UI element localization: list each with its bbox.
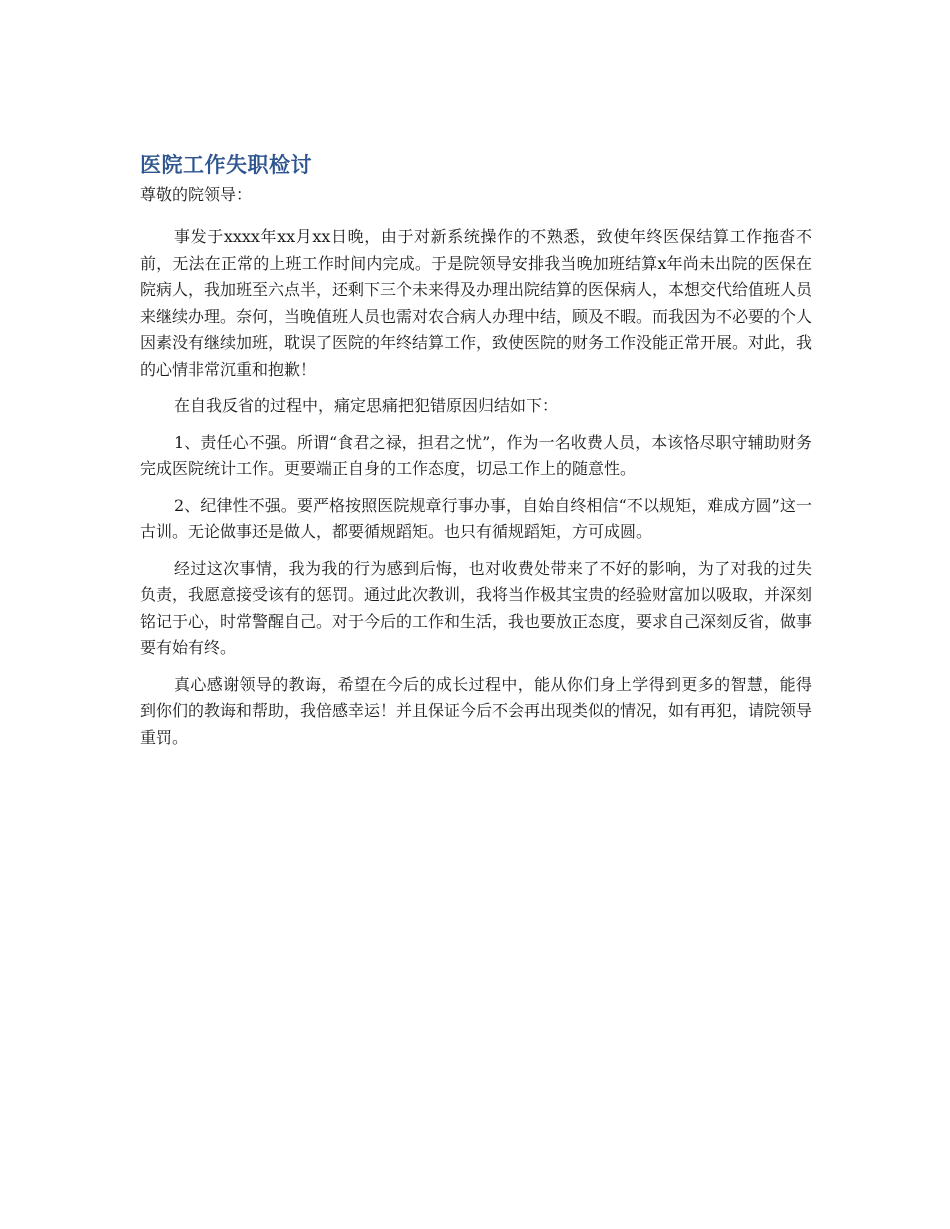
paragraph-reason-responsibility: 1、责任心不强。所谓“食君之禄，担君之忧”，作为一名收费人员，本该恪尽职守辅助财务完成医院统计工作。更要端正自身的工作态度，切忌工作上的随意性。 [140,432,812,478]
salutation: 尊敬的院领导： [140,185,253,204]
document-title: 医院工作失职检讨 [140,153,312,177]
paragraph-reflection-intro: 在自我反省的过程中，痛定思痛把犯错原因归结如下： [174,396,559,415]
paragraph-reason-discipline: 2、纪律性不强。要严格按照医院规章行事办事，自始自终相信“不以规矩，难成方圆”这一古训。无论做事还是做人，都要循规蹈矩。也只有循规蹈矩，方可成圆。 [140,495,812,541]
paragraph-closing: 真心感谢领导的教诲，希望在今后的成长过程中，能从你们身上学得到更多的智慧，能得到你们的教诲和帮助，我倍感幸运！并且保证今后不会再出现类似的情况，如有再犯，请院领导重罚。 [140,674,813,747]
document-body [140,148,812,761]
paragraph-incident: 事发于xxxx年xx月xx日晚，由于对新系统操作的不熟悉，致使年终医保结算工作拖沓不前，无法在正常的上班工作时间内完成。于是院领导安排我当晚加班结算x年尚未出院的医保在院病人，我加班至六点半，还剩下三个未来得及办理出院结算的医保病人，本想交代给值班人员来继续办理。奈何，当晚值班人员也需对农合病人办理中结，顾及不暇。而我因为不必要的个人因素没有继续加班，耽误了医院的年终结算工作，致使医院的财务工作没能正常开展。对此，我的心情非常沉重和抱歉！ [140,227,813,379]
paragraph-regret: 经过这次事情，我为我的行为感到后悔，也对收费处带来了不好的影响，为了对我的过失负责，我愿意接受该有的惩罚。通过此次教训，我将当作极其宝贵的经验财富加以吸取，并深刻铭记于心，时常警醒自己。对于今后的工作和生活，我也要放正态度，要求自己深刻反省，做事要有始有终。 [140,558,813,657]
